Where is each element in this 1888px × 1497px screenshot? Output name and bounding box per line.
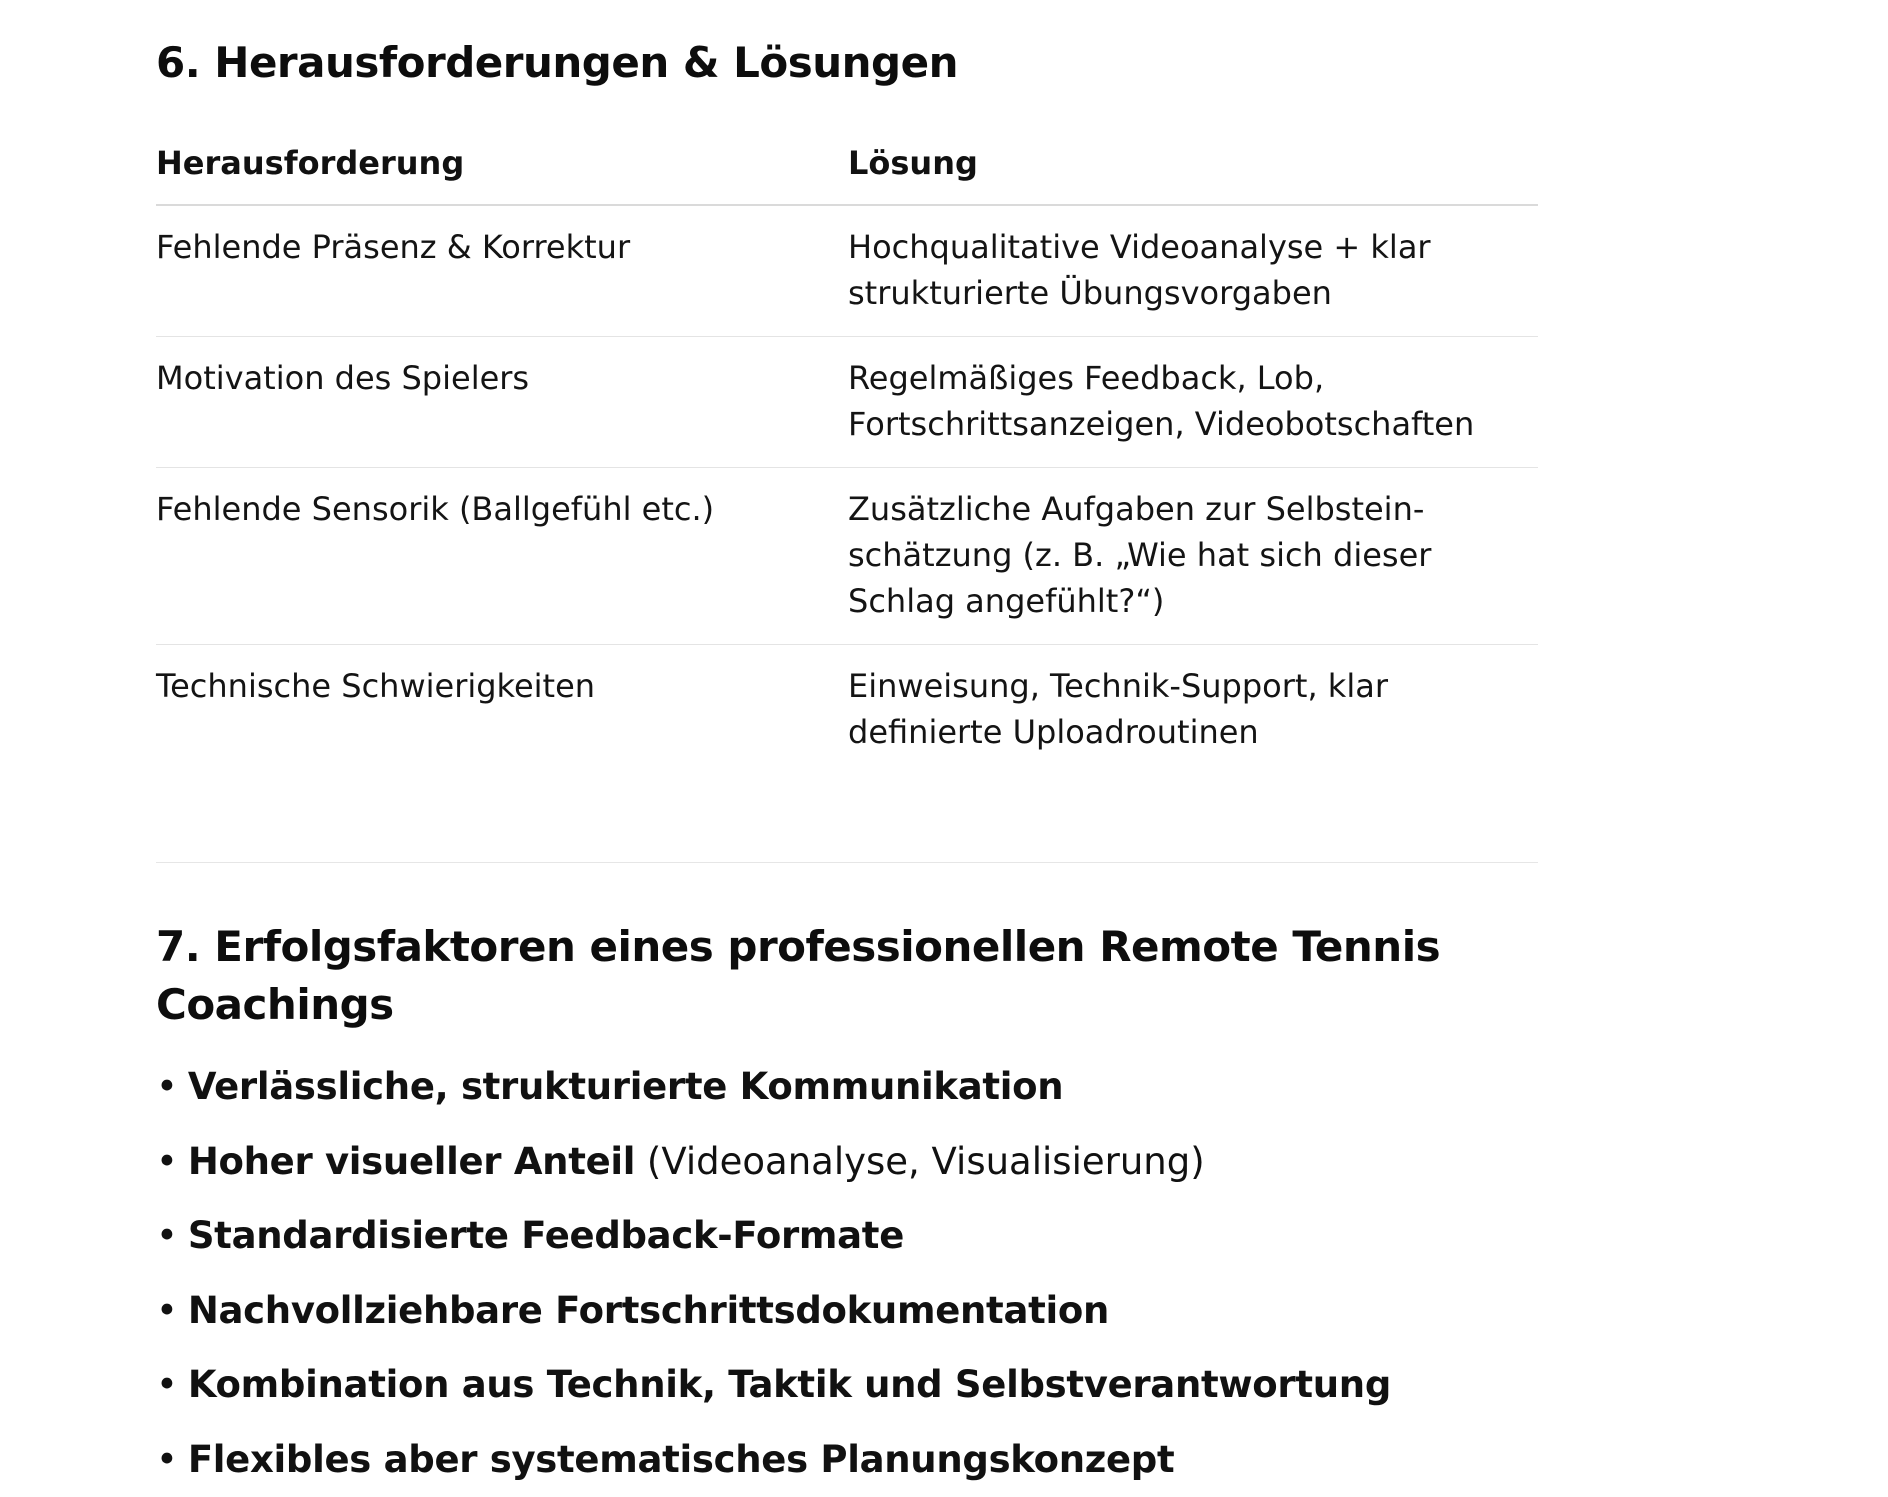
list-item <box>156 1274 1538 1349</box>
list-item-strong: Hoher visueller Anteil <box>188 1140 635 1183</box>
bullet-icon: • <box>156 1438 178 1481</box>
challenge-cell: Fehlende Präsenz & Korrektur <box>156 205 848 337</box>
bullet-icon: • <box>156 1065 178 1108</box>
bullet-icon: • <box>156 1214 178 1257</box>
list-item-rest: (Videoanalyse, Visualisierung) <box>635 1140 1205 1183</box>
list-item <box>156 1125 1538 1200</box>
list-item <box>156 1423 1538 1497</box>
table-row <box>156 337 1538 468</box>
success-factors-list <box>156 1050 1538 1497</box>
column-header-challenge: Herausforderung <box>156 136 848 205</box>
list-item <box>156 1348 1538 1423</box>
challenge-cell: Technische Schwierigkeiten <box>156 645 848 776</box>
section-7-heading: 7. Erfolgsfaktoren eines professionellen Remote Tennis Coachings <box>156 918 1456 1034</box>
solution-cell: Hochqualitative Videoanalyse + klar strukturierte Übungsvorgaben <box>848 205 1538 337</box>
column-header-solution: Lösung <box>848 136 1538 205</box>
solution-cell: Regelmäßiges Feedback, Lob, Fortschrittsanzeigen, Videobotschaften <box>848 337 1538 468</box>
solution-cell: Zusätzliche Aufgaben zur Selbsteinschätzung (z. B. „Wie hat sich dieser Schlag angefühlt?“) <box>848 468 1538 645</box>
list-item <box>156 1199 1538 1274</box>
bullet-icon: • <box>156 1289 178 1332</box>
challenge-cell: Motivation des Spielers <box>156 337 848 468</box>
list-item-strong: Standardisierte Feedback-Formate <box>188 1214 904 1257</box>
table-row <box>156 468 1538 645</box>
table-row <box>156 645 1538 776</box>
solution-cell: Einweisung, Technik-Support, klar definierte Uploadroutinen <box>848 645 1538 776</box>
list-item-strong: Flexibles aber systematisches Planungskonzept <box>188 1438 1175 1481</box>
section-6-heading: 6. Herausforderungen & Lösungen <box>156 34 958 92</box>
section-divider <box>156 862 1538 863</box>
bullet-icon: • <box>156 1140 178 1183</box>
list-item-strong: Kombination aus Technik, Taktik und Selbstverantwortung <box>188 1363 1391 1406</box>
challenges-solutions-table <box>156 136 1538 775</box>
bullet-icon: • <box>156 1363 178 1406</box>
challenge-cell: Fehlende Sensorik (Ballgefühl etc.) <box>156 468 848 645</box>
table-row <box>156 205 1538 337</box>
list-item-strong: Nachvollziehbare Fortschrittsdokumentation <box>188 1289 1109 1332</box>
table-header-row <box>156 136 1538 205</box>
list-item <box>156 1050 1538 1125</box>
list-item-strong: Verlässliche, strukturierte Kommunikation <box>188 1065 1064 1108</box>
